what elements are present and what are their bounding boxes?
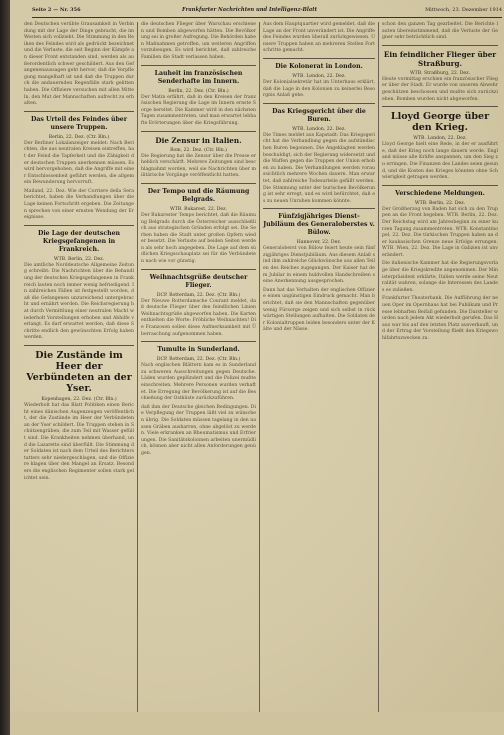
page-header [32,5,502,18]
article-divider [24,345,134,346]
article-body: die deutschen Flieger über Warschau erschienen und Bomben abgeworfen hätten. Die Bevölkerung sei in großer Aufregung. Die Behörden haben Maßnahmen getroffen, um weiteren Angriffen vorzubeugen. Es wird berichtet, daß zahlreiche Familien die Stadt verlassen haben. [141,22,256,60]
article-dateline: DCP. Rotterdam, 22. Dez. (Ctr. Bln.) [156,357,241,363]
column-rule [137,22,138,712]
article-headline: Weihnachtsgrüße deutscher Flieger. [149,273,248,289]
article-headline: Die Kolonerat in London. [275,62,363,70]
column-1 [24,22,134,484]
column-3 [263,22,375,336]
article-headline: Ein feindlicher Flieger über Straßburg. [383,49,497,68]
page-number: Seite 2 — Nr. 356 [32,7,81,13]
article-dateline: WTB. Bukarest, 22. Dez. [169,206,228,212]
masthead: Frankfurter Nachrichten und Intelligenz-Blatt [182,7,318,13]
article-body: Die amtliche Norddeutsche Allgemeine Zeitung schreibt: Die Nachrichten über die Behandlung der deutschen Kriegsgefangenen in Frankreich lauten noch immer wenig befriedigend. In zahlreichen Fällen ist festgestellt worden, daß die Gefangenen unzureichend untergebracht und ernährt werden. Die Reichsregierung hat durch Vermittlung einer neutralen Macht wiederholt Vorstellungen erhoben und Abhilfe verlangt. Es darf erwartet werden, daß diese Schritte endlich den gewünschten Erfolg haben werden. [24,262,134,341]
book-binding [0,0,10,735]
article-divider [263,208,375,209]
newspaper-page [10,0,504,735]
article-dateline: Rom, 22. Dez. (Ctr. Bln.) [170,147,227,153]
article-body: Die italienische Kammer hat die Regierungsvorlage über die Kriegskredite angenommen. Der Ministerpräsident erklärte, Italien werde seine Neutralität wahren, solange die Interessen des Landes es zuließen. [382,261,498,293]
article-headline: Tumulte in Sunderland. [157,346,240,354]
article-body: Der Bukarester Tempo berichtet, daß die Räumung Belgrads durch die Österreicher ausschließlich aus strategischen Gründen erfolgt sei. Die Serben haben die Stadt unter großen Opfern wieder besetzt. Die Verluste auf beiden Seiten werden als sehr hoch angegeben. Die Lage auf dem südlichen Kriegsschauplatz sei für die Verbündeten nach wie vor günstig. [141,212,256,265]
article-body: daß ihm der Deutsche gleichen Bedingungen. Die Verpflegung der Truppen läßt viel zu wünschen übrig. Die Soldaten müssen tagelang in den nassen Gräben ausharren, ohne abgelöst zu werden. Viele erkranken an Rheumatismus und Erfrierungen. Die Sanitätskolonnen arbeiten unermüdlich, können aber nicht allen Anforderungen genügen. [141,404,256,456]
article-dateline: Berlin, 22. Dez. (Ctr. Bln.) [48,134,110,140]
page-bottom-edge [10,712,504,735]
article-body: Wiederholt hat das Blatt Politiken einen Bericht eines dänischen Augenzeugen veröffentlicht, der die Zustände im Heer der Verbündeten an der Yser schildert. Die Truppen stehen in Schützengräben, die zum Teil mit Wasser gefüllt sind. Die Krankheiten nehmen überhand, und die Lazarette sind überfüllt. Die Stimmung der Soldaten ist nach dem Urteil des Berichterstatters sehr niedergeschlagen, und die Offiziere klagen über den Mangel an Ersatz. Besonders die englischen Regimenter sollen stark gelichtet sein. [24,402,134,481]
article-body: Die Regierung hat die Zensur über die Presse erheblich verschärft. Mehrere Zeitungen sind beschlagnahmt worden, weil sie Nachrichten über militärische Vorgänge veröffentlicht hatten. [141,153,256,179]
article-divider [24,225,134,226]
article-divider [263,103,375,104]
article-headline: Das Kriegsgericht über die Buren. [272,107,366,123]
article-divider [141,131,256,132]
article-dateline: WTB. Berlin, 22. Dez. [53,256,105,262]
column-4 [382,22,498,345]
article-dateline: WTB. London, 22. Dez. [292,126,346,132]
article-dateline: WTB. Straßburg, 22. Dez. [409,70,471,76]
article-divider [263,58,375,59]
article-headline: Verschiedene Meldungen. [395,189,485,197]
article-body: Der Kolonialsekretär hat im Unterhaus erklärt, daß die Lage in den Kolonien zu keinerlei Besorgnis Anlaß gebe. [263,79,375,99]
article-divider [141,65,256,66]
article-headline: Lloyd George über den Krieg. [390,111,490,134]
article-body: Generaloberst von Bülow feiert heute sein fünfzigjähriges Dienstjubiläum. Aus diesem Anlaß sind ihm zahlreiche Glückwünsche aus allen Teilen des Reiches zugegangen. Der Kaiser hat dem Jubilar in einem huldvollen Handschreiben seine Anerkennung ausgesprochen. [263,246,375,285]
article-divider [141,269,256,270]
article-headline: Der Tempo und die Räumung Belgrads. [147,187,250,203]
article-body: Der Matin erfährt, daß in den Kreisen der französischen Regierung die Lage im Innern ernste Sorge bereitet. Die Kammer wird in den nächsten Tagen zusammentreten, und man erwartet lebhafte Erörterungen über die Kriegsführung. [141,94,256,126]
column-2 [141,22,256,460]
column-rule [259,22,260,712]
article-dateline: WTB. London, 22. Dez. [413,136,467,142]
article-headline: Fünfzigjähriges Dienst-Jubiläum des Generaloberstes v. Bülow. [263,213,375,237]
article-headline: Die Zensur in Italien. [155,135,242,145]
article-dateline: DCP. Rotterdam, 22. Dez. (Ctr. Bln.) [156,292,241,298]
article-dateline: Berlin, 22. Dez. (Ctr. Bln.) [168,88,229,94]
article-body: den Deutschen verübte Grausamkeit in Verbindung mit der Lage der Dinge gebracht, die im Westen sich vollzieht. Die Stimmung in den Reihen des Feindes wird als gedrückt bezeichnet und die Verluste, die seit Beginn der Kämpfe an dieser Front entstanden sind, werden als außerordentlich schwer geschildert. Aus den Gefangenenaussagen geht hervor, daß die Verpflegung mangelhaft ist und daß die Truppen durch die andauernden Regenfälle stark gelitten haben. Die Offiziere versuchen mit allen Mitteln, den Mut der Mannschaften aufrecht zu erhalten. [24,22,134,107]
article-headline: Lauheit im französischen Senderhafte im Innern. [154,69,243,85]
article-body: Mailand, 22. Dez. Wie der Corriere della Sera berichtet, haben die Verhandlungen über die Lage keinen Fortschritt ergeben. Die Zeitungen sprechen von einer ernsten Wendung der Ereignisse. [24,188,134,221]
article-divider [141,183,256,184]
article-body: Der Nieuwe Rotterdamsche Courant meldet, daß deutsche Flieger über den feindlichen Linien Weihnachtsgrüße abgeworfen haben. Die Karten enthielten die Worte: Fröhliche Weihnachten! Die Franzosen sollen diese Aufmerksamkeit mit Überraschung aufgenommen haben. [141,298,256,337]
article-body: Die Times meldet aus Kapstadt: Das Kriegsgericht hat die Verhandlung gegen die aufständischen Buren begonnen. Die Angeklagten werden beschuldigt, sich der Regierung widersetzt und die Waffen gegen die Truppen der Union erhoben zu haben. Die Verhandlungen werden voraussichtlich mehrere Wochen dauern. Man erwartet, daß zahlreiche Todesurteile gefällt werden. Die Stimmung unter der burischen Bevölkerung ist sehr erregt, und es wird befürchtet, daß es zu neuen Unruhen kommen könnte. [263,132,375,204]
article-body: Dann hat das Verhalten der englischen Offiziere einen ungünstigen Eindruck gemacht. Man berichtet, daß sie den Mannschaften gegenüber wenig Fürsorge zeigen und sich selbst in rückwärtigen Stellungen aufhalten. Die Soldaten der Kolonialtruppen leiden besonders unter der Kälte und der Nässe. [263,287,375,333]
article-dateline: Kopenhagen, 22. Dez. (Ctr. Bln.) [41,396,117,402]
article-body: Nach englischen Blättern kam es in Sunderland zu schweren Ausschreitungen gegen Deutsche. Läden wurden geplündert und die Polizei mußte einschreiten. Mehrere Personen wurden verhaftet. Die Erregung der Bevölkerung ist auf die Beschießung der Ostküste zurückzuführen. [141,363,256,402]
article-headline: Die Lage der deutschen Kriegsgefangenen in Frankreich. [37,229,121,253]
article-dateline: WTB. London, 22. Dez. [292,73,346,79]
article-body: Heute vormittag erschien ein französischer Flieger über der Stadt. Er wurde von unseren Abwehrgeschützen beschossen und mußte sich zurückziehen. Bomben wurden nicht abgeworfen. [382,76,498,102]
article-headline: Die Zustände im Heer der Verbündeten an der Yser. [26,349,132,394]
article-body: schon den ganzen Tag gearbeitet. Die Berichte lauten übereinstimmend, daß die Verluste der Gegner sehr beträchtlich sind. [382,22,498,41]
article-dateline: WTB. Berlin, 22. Dez. [414,200,466,206]
article-body: Der Großherzog von Baden hat sich zu den Truppen an die Front begeben. WTB. Berlin, 22. Dez. Der Reichstag wird am Jahresbeginn zu einer kurzen Tagung zusammentreten. WTB. Konstantinopel, 22. Dez. Die türkischen Truppen haben an der kaukasischen Grenze neue Erfolge errungen. WTB. Wien, 22. Dez. Die Lage in Galizien ist unverändert. [382,206,498,258]
article-body: Aus dem Hauptquartier wird gemeldet, daß die Lage an der Front unverändert ist. Die Angriffe des Feindes wurden überall zurückgewiesen. Unsere Truppen haben an mehreren Stellen Fortschritte gemacht. [263,22,375,54]
issue-date: Mittwoch, 23. Dezember 1914 [425,7,502,13]
article-body: Frankfurter Theaterbank. Die Aufführung der neuen Oper im Opernhaus hat bei Publikum und Presse lebhaften Beifall gefunden. Die Darsteller wurden nach jedem Akt wiederholt gerufen. Das Haus war bis auf den letzten Platz ausverkauft, und der Ertrag der Vorstellung fließt den Kriegswohlfahrtszwecken zu. [382,296,498,341]
article-divider [382,185,498,186]
article-divider [382,106,498,107]
article-divider [382,45,498,46]
article-dateline: Hannover, 22. Dez. [296,240,342,246]
article-headline: Das Urteil des Feindes über unsere Truppen. [31,115,127,131]
article-body: Lloyd George hielt eine Rede, in der er ausführte, daß der Krieg noch lange dauern werde. England müsse alle Kräfte anspannen, um den Sieg zu erringen. Die Finanzen des Landes seien gesund, und die Kosten des Krieges könnten ohne Schwierigkeit getragen werden. [382,142,498,181]
column-rule [378,22,379,712]
article-divider [141,341,256,342]
article-divider [24,111,134,112]
article-body: Der Berliner Lokalanzeiger meldet: Nach Berichten, die aus neutralen Kreisen eintreffen, hat der Feind die Tapferkeit und die Zähigkeit der deutschen Truppen anerkennen müssen. Es wird hervorgehoben, daß die Angriffe mit einer Entschlossenheit geführt werden, die allgemein Bewunderung hervorruft. [24,140,134,186]
